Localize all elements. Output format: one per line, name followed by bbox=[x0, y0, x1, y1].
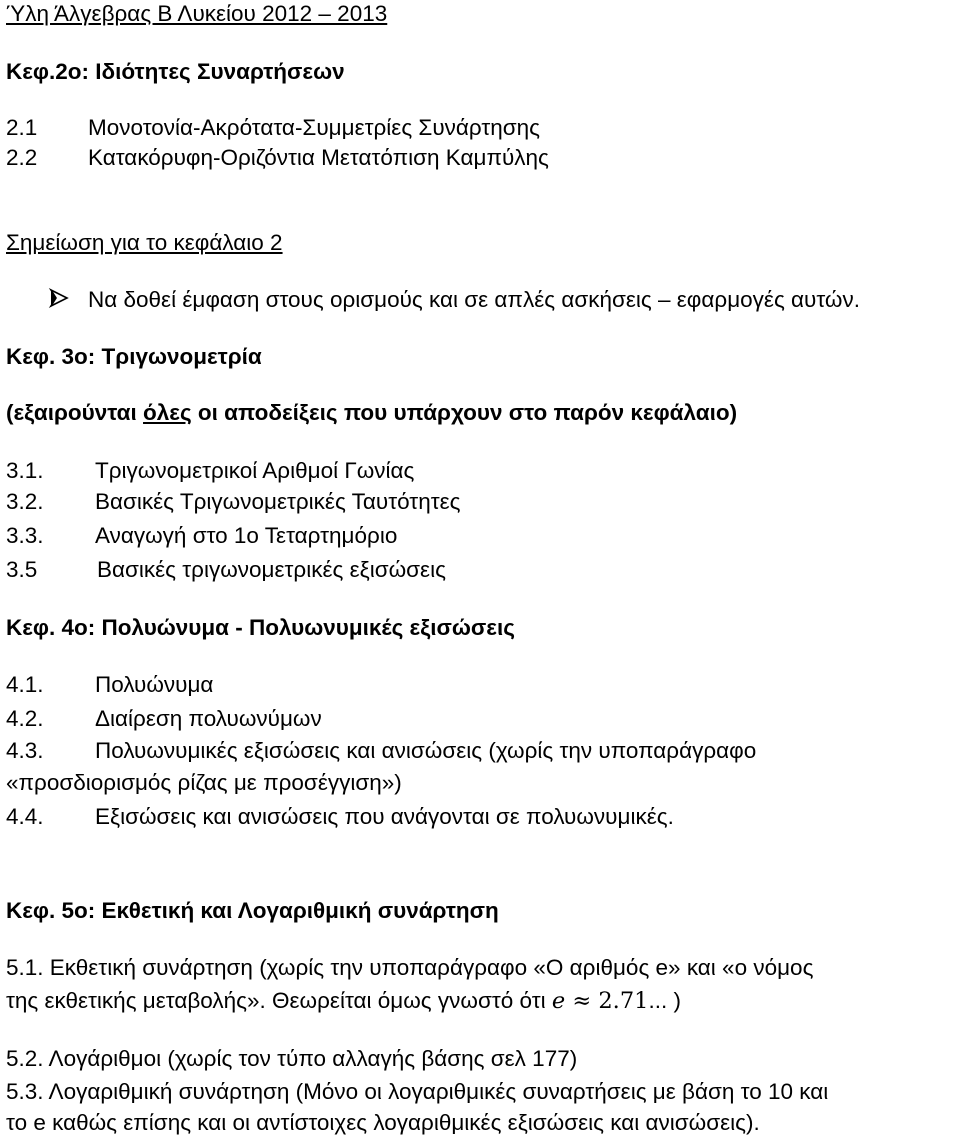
item-4-3-continuation: «προσδιορισμός ρίζας με προσέγγιση») bbox=[6, 770, 402, 795]
item-5-1-line-1: 5.1. Εκθετική συνάρτηση (χωρίς την υποπαράγραφο «Ο αριθμός e» και «ο νόμος bbox=[6, 955, 814, 980]
item-3-1-text: Τριγωνομετρικοί Αριθμοί Γωνίας bbox=[95, 458, 415, 483]
item-4-1-number: 4.1. bbox=[6, 672, 44, 697]
item-4-2-number: 4.2. bbox=[6, 706, 44, 731]
chapter-3-note bbox=[6, 399, 737, 427]
item-3-5-number: 3.5 bbox=[6, 557, 38, 582]
chapter-3-heading-title: 3ο: Τριγωνομετρία bbox=[55, 344, 262, 369]
chapter-3-note-underlined: όλες bbox=[143, 400, 192, 425]
chapter-5-heading: Κεφ. 5ο: Εκθετική και Λογαριθμική συνάρτηση bbox=[6, 898, 499, 923]
item-2-1-text: Μονοτονία-Ακρότατα-Συμμετρίες Συνάρτησης bbox=[88, 115, 541, 140]
item-2-2-number: 2.2 bbox=[6, 145, 38, 170]
document-title: Ύλη Άλγεβρας Β Λυκείου 2012 – 2013 bbox=[6, 1, 388, 26]
item-5-3-line-1: 5.3. Λογαριθμική συνάρτηση (Μόνο οι λογαριθμικές συναρτήσεις με βάση το 10 και bbox=[6, 1079, 829, 1104]
item-3-2-text: Βασικές Τριγωνομετρικές Ταυτότητες bbox=[95, 489, 461, 514]
chapter-3-note-before: (εξαιρούνται bbox=[6, 400, 144, 425]
item-5-1-line-2-text: της εκθετικής μεταβολής». Θεωρείται όμως γνωστό ότι bbox=[6, 988, 552, 1013]
math-e-symbol: e bbox=[551, 988, 566, 1014]
chapter-2-note-heading: Σημείωση για το κεφάλαιο 2 bbox=[6, 230, 283, 255]
chapter-3-heading-label: Κεφ. bbox=[6, 344, 56, 369]
item-5-3-line-2: το e καθώς επίσης και οι αντίστοιχες λογαριθμικές εξισώσεις και ανισώσεις). bbox=[6, 1110, 760, 1135]
item-3-3-text: Αναγωγή στο 1ο Τεταρτημόριο bbox=[95, 523, 398, 548]
item-4-1-text: Πολυώνυμα bbox=[95, 672, 214, 697]
chapter-3-heading bbox=[6, 343, 262, 371]
item-5-1-line-2 bbox=[6, 987, 681, 1015]
item-3-1-number: 3.1. bbox=[6, 458, 44, 483]
item-4-3-number: 4.3. bbox=[6, 738, 44, 763]
item-5-2: 5.2. Λογάριθμοι (χωρίς τον τύπο αλλαγής βάσης σελ 177) bbox=[6, 1046, 578, 1071]
item-2-2-text: Κατακόρυφη-Οριζόντια Μετατόπιση Καμπύλης bbox=[88, 145, 549, 170]
chapter-2-note-bullet-text: Να δοθεί έμφαση στους ορισμούς και σε απλές ασκήσεις – εφαρμογές αυτών. bbox=[88, 287, 860, 312]
item-4-4-number: 4.4. bbox=[6, 804, 44, 829]
chapter-2-heading: Κεφ.2ο: Ιδιότητες Συναρτήσεων bbox=[6, 59, 345, 84]
item-4-3-text: Πολυωνυμικές εξισώσεις και ανισώσεις (χωρίς την υποπαράγραφο bbox=[95, 738, 757, 763]
math-e-value: 2.71 bbox=[598, 988, 649, 1014]
item-4-4-text: Εξισώσεις και ανισώσεις που ανάγονται σε πολυωνυμικές. bbox=[95, 804, 674, 829]
math-approx-symbol: ≈ bbox=[565, 988, 599, 1014]
item-2-1-number: 2.1 bbox=[6, 115, 38, 140]
math-tail: ... ) bbox=[648, 988, 681, 1013]
chapter-3-note-after: οι αποδείξεις που υπάρχουν στο παρόν κεφάλαιο) bbox=[191, 400, 738, 425]
arrowhead-bullet-icon bbox=[48, 286, 70, 318]
item-3-5-text: Βασικές τριγωνομετρικές εξισώσεις bbox=[97, 557, 446, 582]
item-4-2-text: Διαίρεση πολυωνύμων bbox=[95, 706, 322, 731]
chapter-4-heading: Κεφ. 4ο: Πολυώνυμα - Πολυωνυμικές εξισώσεις bbox=[6, 615, 515, 640]
item-3-2-number: 3.2. bbox=[6, 489, 44, 514]
item-3-3-number: 3.3. bbox=[6, 523, 44, 548]
